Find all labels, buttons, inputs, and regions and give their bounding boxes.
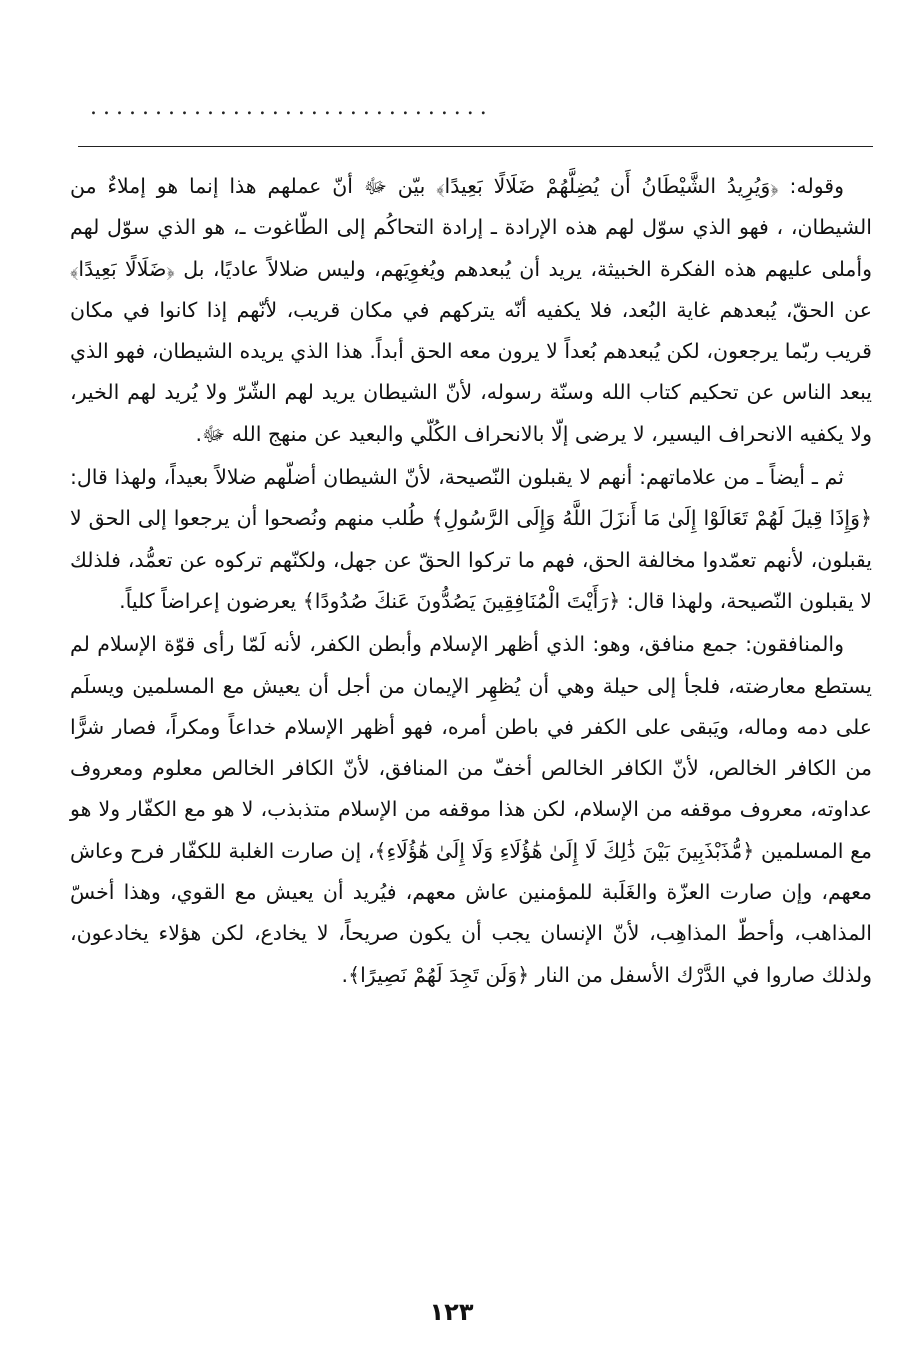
paragraph-1: وقوله: ﴿وَيُرِيدُ الشَّيْطَانُ أَن يُضِلَّهُمْ ضَلَالًا بَعِيدًا﴾ بيّن ﷻ أنّ عملهم هذا إنما هو إملاءٌ من الشيطان، ، فهو الذي سوّل لهم هذه الإرادة ـ إرادة التحاكُم إلى الطّاغوت ـ، هو الذي سوّل لهم وأملى عليهم هذه الفكرة الخبيثة، يريد أن يُبعدهم ويُغوِيَهم، وليس ضلالاً عاديًا، بل ﴿ضَلَالًا بَعِيدًا﴾ عن الحقّ، يُبعدهم غاية البُعد، فلا يكفيه أنّه يتركهم في مكان قريب، لأنّهم إذا كانوا في مكان قريب ربّما يرجعون، لكن يُبعدهم بُعداً لا يرون معه الحق أبداً. هذا الذي يريده الشيطان، فهو الذي يبعد الناس عن تحكيم كتاب الله وسنّة رسوله، لأنّ الشيطان يريد لهم الشّرّ ولا يُريد لهم الخير، ولا يكفيه الانحراف اليسير، لا يرضى إلّا بالانحراف الكُلّي والبعيد عن منهج الله ﷻ.	[70, 174, 872, 446]
page-number: ١٢٣	[429, 1298, 474, 1326]
paragraph-3: والمنافقون: جمع منافق، وهو: الذي أظهر الإسلام وأبطن الكفر، لأنه لَمّا رأى قوّة الإسلام لم يستطع معارضته، فلجأ إلى حيلة وهي أن يُظهِر الإيمان من أجل أن يعيش مع المسلمين ويسلَم على دمه وماله، ويَبقى على الكفر في باطن أمره، فهو أظهر الإسلام خداعاً ومكراً، فصار شرًّا من الكافر الخالص، لأنّ الكافر الخالص أخفّ من المنافق، لأنّ الكافر الخالص معلوم ومعروف عداوته، معروف موقفه من الإسلام، لكن هذا موقفه من الإسلام متذبذب، لا هو مع الكفّار ولا هو مع المسلمين ﴿مُّذَبْذَبِينَ بَيْنَ ذَٰلِكَ لَا إِلَىٰ هَٰؤُلَاءِ وَلَا إِلَىٰ هَٰؤُلَاءِ﴾، إن صارت الغلبة للكفّار فرح وعاش معهم، وإن صارت العزّة والغَلَبة للمؤمنين عاش معهم، فيُريد أن يعيش مع القوي، وهذا أخسّ المذاهب، وأحطّ المذاهِب، لأنّ الإنسان يجب أن يكون صريحاً، لا يخادع، لكن هؤلاء يخادعون، ولذلك صاروا في الدَّرْك الأسفل من النار ﴿وَلَن تَجِدَ لَهُمْ نَصِيرًا﴾.	[70, 632, 872, 987]
header-rule	[78, 146, 873, 147]
page-body	[70, 166, 872, 996]
header-dotted-line: ...............................	[90, 98, 493, 118]
paragraph-2: ثم ـ أيضاً ـ من علاماتهم: أنهم لا يقبلون النّصيحة، لأنّ الشيطان أضلّهم ضلالاً بعيداً، ولهذا قال: ﴿وَإِذَا قِيلَ لَهُمْ تَعَالَوْا إِلَىٰ مَا أَنزَلَ اللَّهُ وَإِلَى الرَّسُولِ﴾ طُلب منهم ونُصحوا أن يرجعوا إلى الحق لا يقبلون، لأنهم تعمّدوا مخالفة الحق، فهم ما تركوا الحقّ عن جهل، ولكنّهم تركوه عن تعمُّد، فلذلك لا يقبلون النّصيحة، ولهذا قال: ﴿رَأَيْتَ الْمُنَافِقِينَ يَصُدُّونَ عَنكَ صُدُودًا﴾ يعرضون إعراضاً كلياً.	[70, 465, 872, 613]
